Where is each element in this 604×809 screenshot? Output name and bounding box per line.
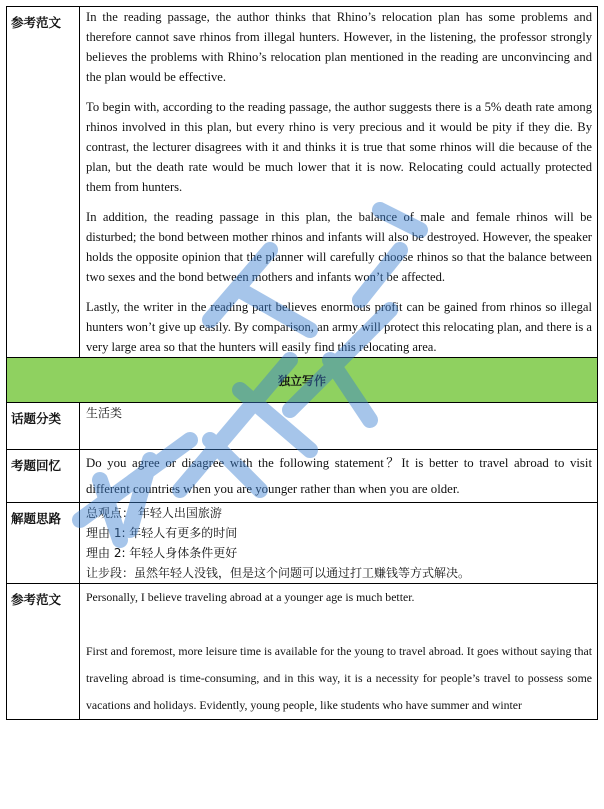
- paragraph: In the reading passage, the author thinks that Rhino’s relocation plan has some problems and therefore cannot save rhinos from illegal hunters. However, in the listening, the professor strongly believes the problems with Rhino’s relocation plan mentioned in the reading are unconvincing and the plan would be effective.: [86, 10, 592, 84]
- paragraph: Lastly, the writer in the reading part believes enormous profit can be gained from rhinos so illegal hunters won’t give up easily. By comparison, an army will protect this relocating plan, and there is a very large area so that the hunters will easily find this relocating area.: [86, 300, 592, 354]
- section-band: [7, 358, 598, 403]
- approach-line: 理由 2: 年轻人身体条件更好: [86, 546, 238, 560]
- paragraph: In addition, the reading passage in this plan, the balance of male and female rhinos will be disturbed; the bond between mother rhinos and infants will also be destroyed. However, the speaker holds the opposite opinion that the planner will carefully choose rhinos so that the balance between two sexes and the bond between mothers and infants won’t be affected.: [86, 210, 592, 284]
- approach-line: 总观点： 年轻人出国旅游: [86, 506, 222, 520]
- approach-line: 让步段：虽然年轻人没钱，但是这个问题可以通过打工赚钱等方式解决。: [86, 566, 471, 580]
- category-label: 话题分类: [7, 403, 80, 450]
- integrated-sample-label: 参考范文: [7, 7, 80, 358]
- paragraph: To begin with, according to the reading passage, the author suggests there is a 5% death rate among rhinos involved in this plan, but every rhino is very precious and it would be pity if they die. By contrast, the lecturer disagrees with it and thinks it is true that some rhinos will die because of the plan, but the death rate would be much lower that it is now. Relocating could actually protected them from hunters.: [86, 100, 592, 194]
- approach-line: 理由 1: 年轻人有更多的时间: [86, 526, 238, 540]
- integrated-sample-row: [7, 7, 598, 358]
- paragraph: Personally, I believe traveling abroad at a younger age is much better.: [86, 590, 415, 604]
- approach-label: 解题思路: [7, 503, 80, 584]
- topic-label: 考题回忆: [7, 450, 80, 503]
- independent-sample-label: 参考范文: [7, 584, 80, 720]
- category-value: 生活类: [86, 406, 123, 420]
- approach-row: [7, 503, 598, 584]
- section-title: 独立写作: [7, 358, 598, 403]
- paragraph: First and foremost, more leisure time is available for the young to travel abroad. It goes without saying that traveling abroad is time-consuming, and in this way, it is a necessity for people’s travel to possess some vacations and holidays. Evidently, young people, like students who have summer and winter: [86, 644, 592, 712]
- category-row: [7, 403, 598, 450]
- independent-sample-row: [7, 584, 598, 720]
- topic-row: [7, 450, 598, 503]
- writing-sample-table: [6, 6, 598, 720]
- integrated-sample-body: [80, 7, 598, 358]
- topic-text: Do you agree or disagree with the following statement？It is better to travel abroad to visit different countries when you are younger rather than when you are older.: [86, 456, 592, 496]
